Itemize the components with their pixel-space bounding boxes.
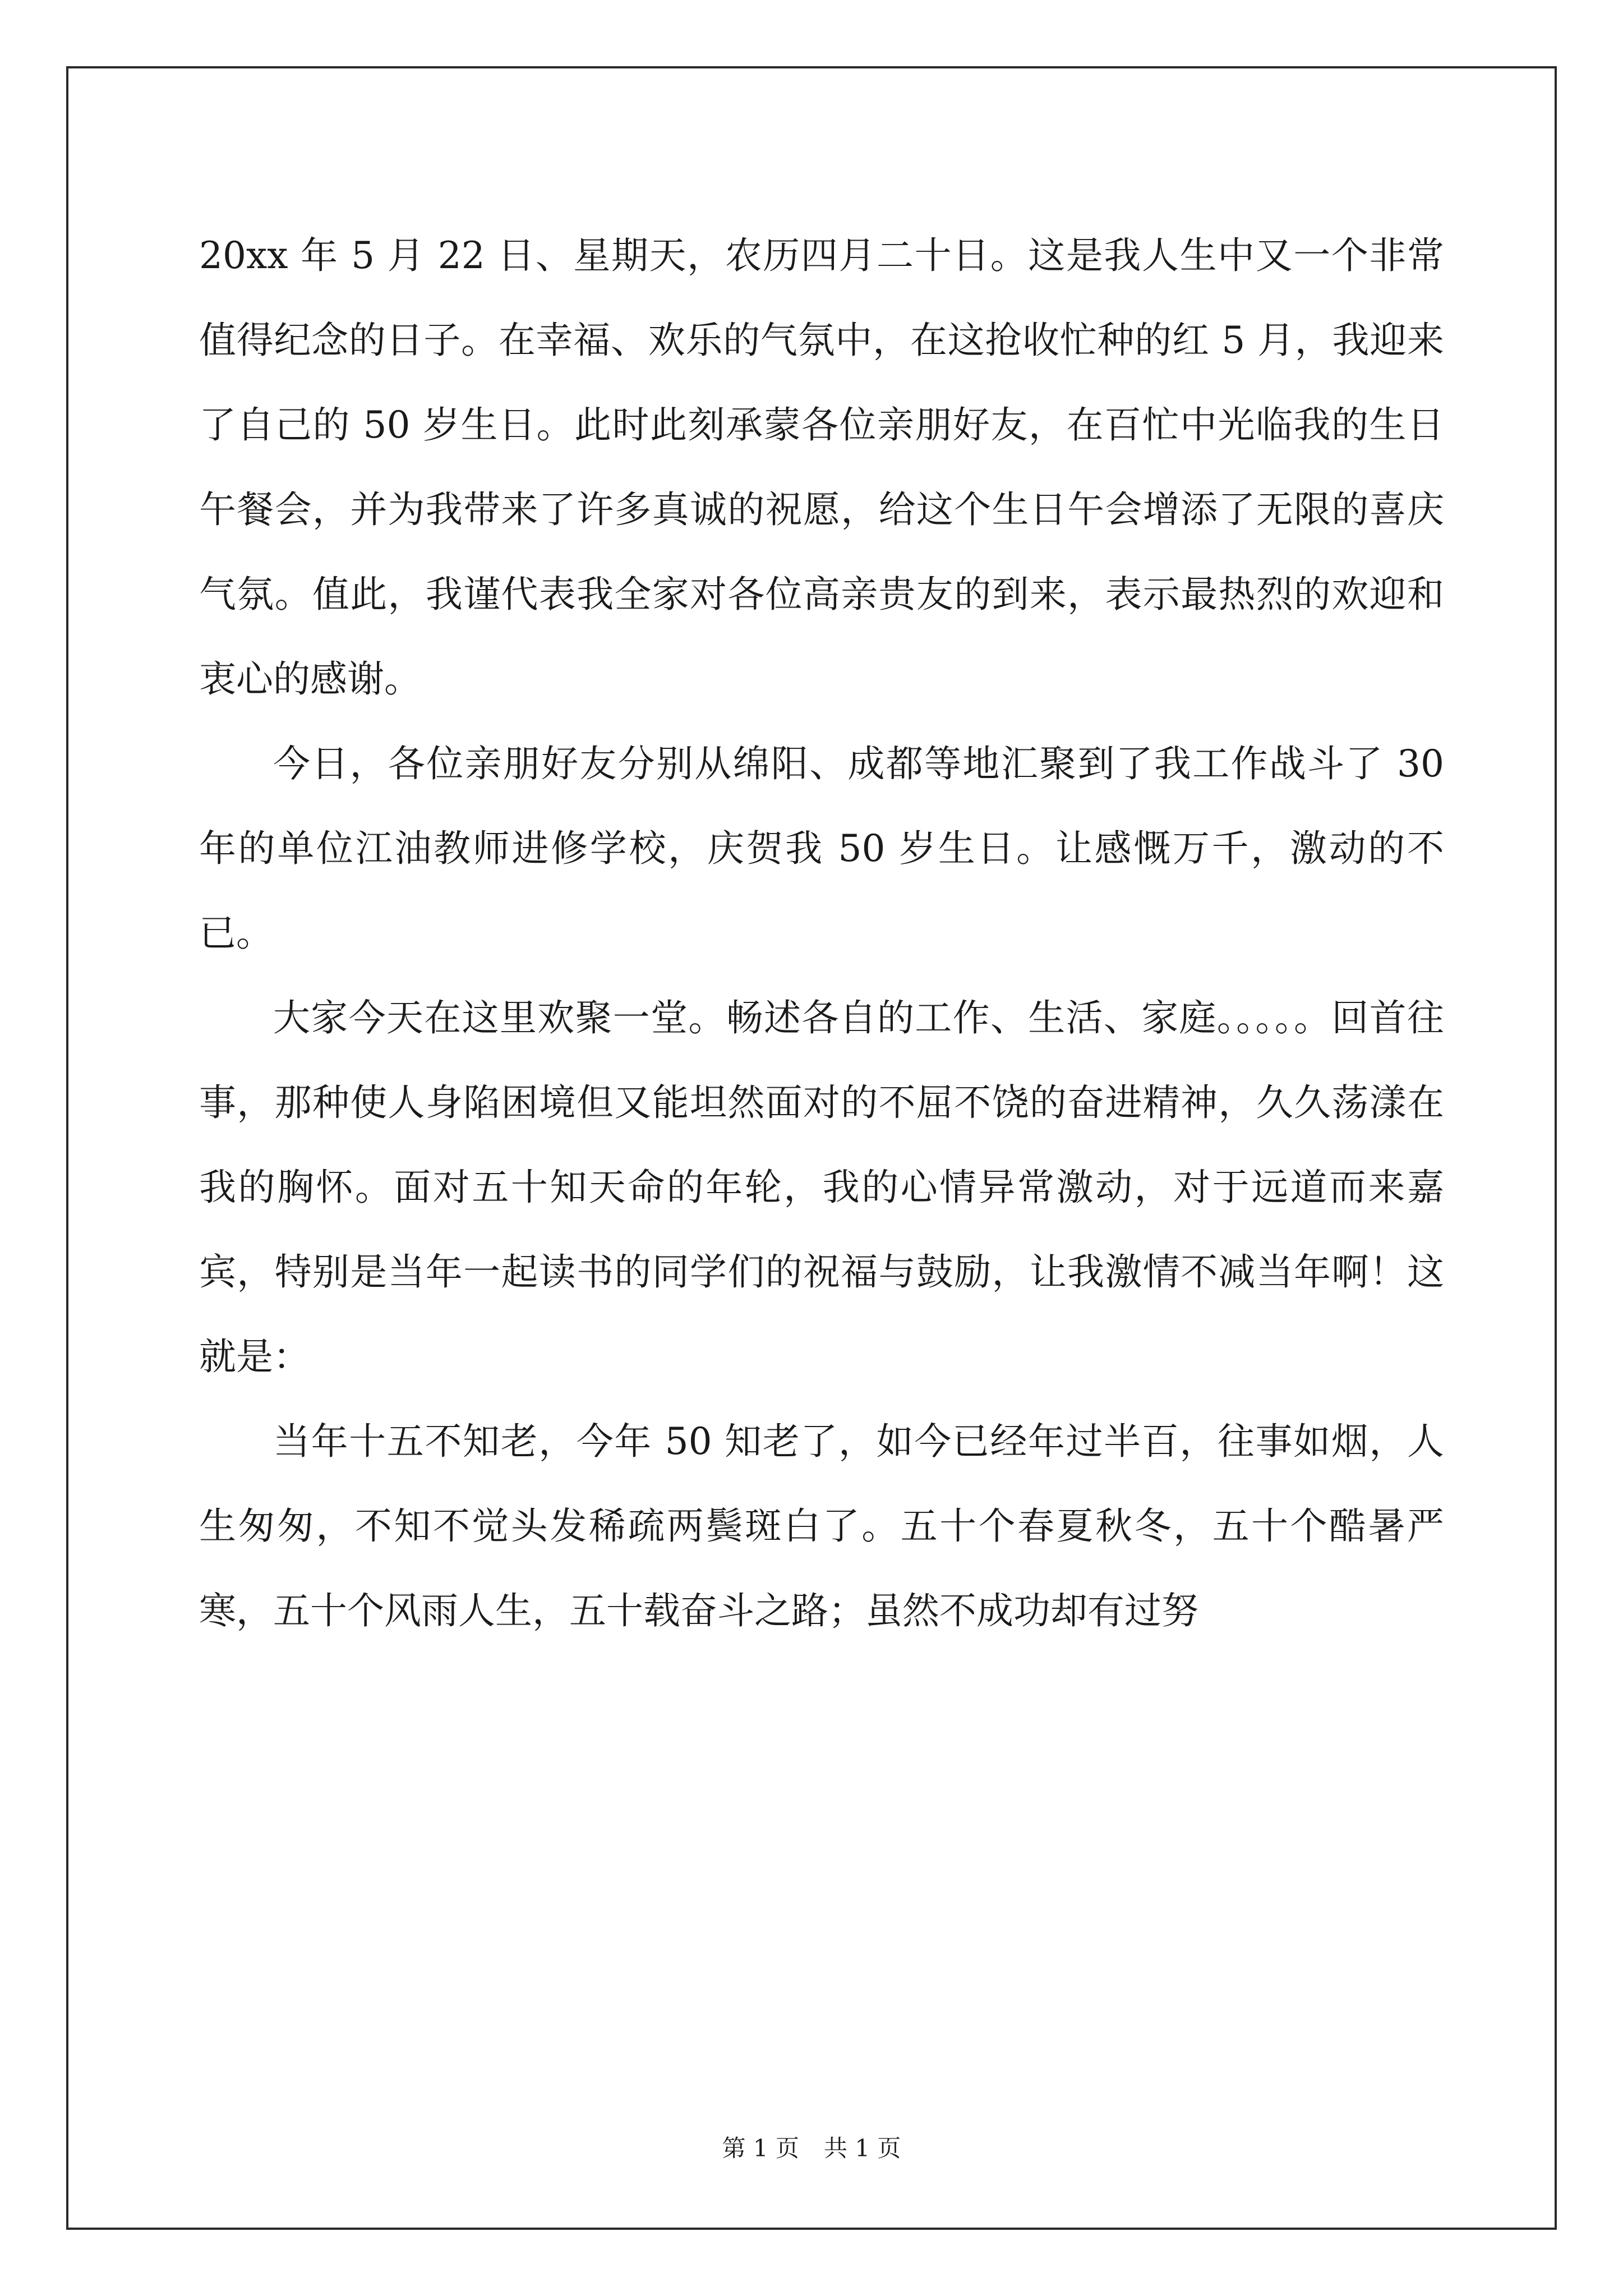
page-total: 共 1 页 — [824, 2134, 901, 2162]
page-number: 第 1 页 — [722, 2134, 799, 2162]
paragraph-1: 20xx 年 5 月 22 日、星期天，农历四月二十日。这是我人生中又一个非常值得纪念的日子。在幸福、欢乐的气氛中，在这抢收忙种的红 5 月，我迎来了自己的 50 岁生日。此时此刻承蒙各位亲朋好友，在百忙中光临我的生日午餐会，并为我带来了许多真诚的祝愿，给这个生日午会增添了无限的喜庆气氛。值此，我谨代表我全家对各位高亲贵友的到来，表示最热烈的欢迎和衷心的感谢。 — [199, 234, 1444, 701]
paragraph-2: 今日，各位亲朋好友分别从绵阳、成都等地汇聚到了我工作战斗了 30 年的单位江油教师进修学校，庆贺我 50 岁生日。让感慨万千，激动的不已。 — [199, 742, 1444, 955]
paragraph-3: 大家今天在这里欢聚一堂。畅述各自的工作、生活、家庭。。。。。回首往事，那种使人身陷困境但又能坦然面对的不屈不饶的奋进精神，久久荡漾在我的胸怀。面对五十知天命的年轮，我的心情异常激动，对于远道而来嘉宾，特别是当年一起读书的同学们的祝福与鼓励，让我激情不减当年啊！这就是： — [199, 996, 1444, 1378]
document-body — [199, 213, 1444, 1653]
page-footer — [0, 2132, 1623, 2165]
paragraph-4: 当年十五不知老，今年 50 知老了，如今已经年过半百，往事如烟，人生匆匆，不知不觉头发稀疏两鬓斑白了。五十个春夏秋冬，五十个酷暑严寒，五十个风雨人生，五十载奋斗之路；虽然不成功却有过努 — [199, 1420, 1444, 1632]
